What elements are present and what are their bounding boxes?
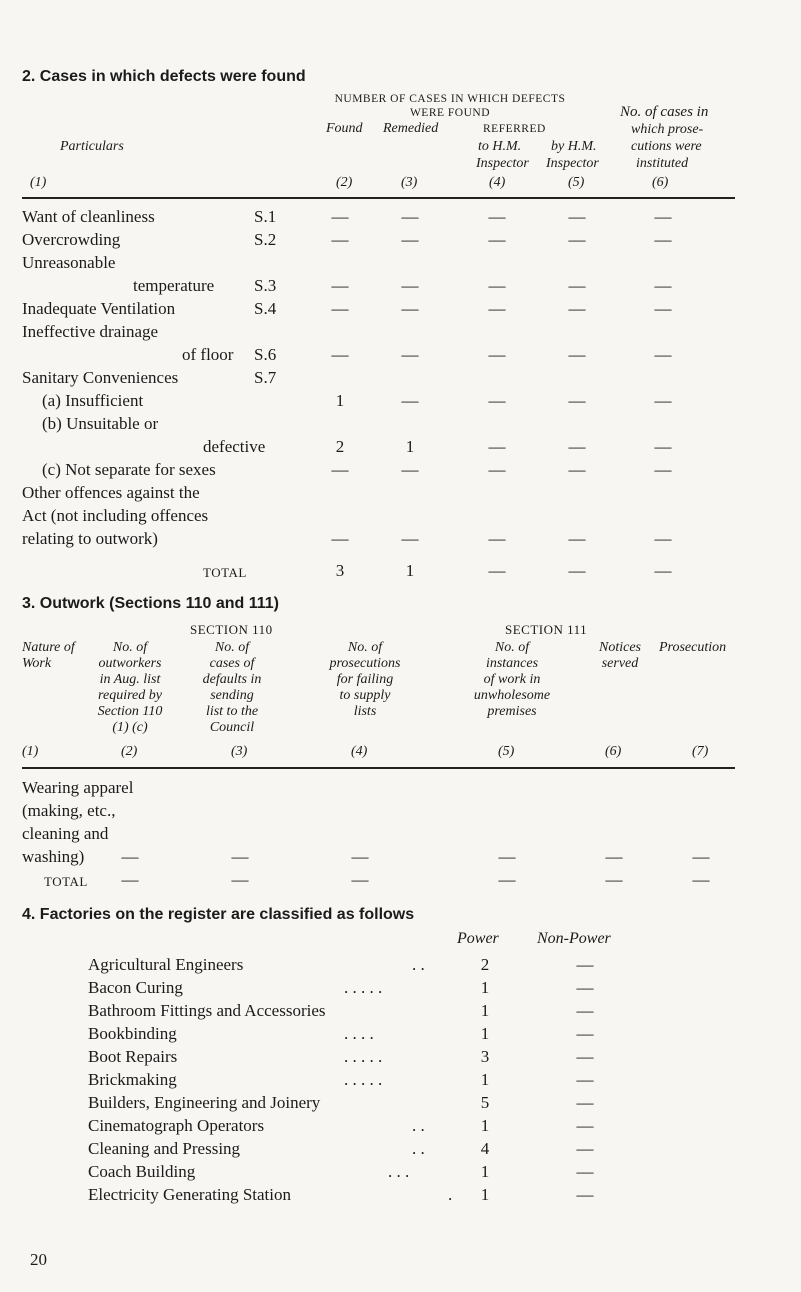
s3-total-cell: — (351, 870, 369, 889)
s2-cell-to-hm: — (488, 230, 506, 249)
s3-section110: SECTION 110 (190, 622, 273, 637)
s2-colnum-6: (6) (652, 175, 669, 190)
s4-row-power: 1 (480, 1162, 490, 1181)
s2-col-prosec-2: which prose- (631, 122, 704, 137)
s3-cell: — (498, 847, 516, 866)
s2-col-by-hm-1: by H.M. (551, 139, 597, 154)
s2-cell-by-hm: — (568, 529, 586, 548)
s2-row-label: Sanitary Conveniences (22, 368, 179, 387)
s4-row-name: Bacon Curing (88, 978, 183, 997)
s4-row-power: 1 (480, 1185, 490, 1204)
s4-col-nonpower: Non-Power (537, 930, 611, 947)
s2-row-label: Ineffective drainage (22, 322, 159, 341)
s2-cell-remedied: — (401, 391, 419, 410)
s3-col6-line: Notices (599, 640, 641, 655)
s2-header-group-line1: NUMBER OF CASES IN WHICH DEFECTS (334, 93, 566, 105)
s2-cell-found: 1 (335, 391, 345, 410)
s2-colnum-4: (4) (489, 175, 506, 190)
s2-cell-found: — (331, 230, 349, 249)
s4-row-power: 1 (480, 1001, 490, 1020)
s3-cell: — (231, 847, 249, 866)
s3-col1-line: Work (22, 656, 52, 671)
s3-total-cell: — (605, 870, 623, 889)
s4-row-nonpower: — (576, 1162, 594, 1181)
s4-row-power: 1 (480, 1116, 490, 1135)
s2-row-label-2: Act (not including offences (22, 506, 209, 525)
s3-col2-line: No. of (112, 640, 148, 655)
s3-col2-line: (1) (c) (112, 720, 148, 735)
s4-row-power: 1 (480, 1070, 490, 1089)
s2-col-by-hm-2: Inspector (546, 156, 599, 171)
s3-col3-line: cases of (209, 656, 255, 671)
s2-cell-by-hm: — (568, 460, 586, 479)
s2-row-label: Inadequate Ventilation (22, 299, 176, 318)
s4-row-power: 3 (480, 1047, 490, 1066)
s2-row-label-2: temperature (133, 276, 215, 295)
s4-row-power: 5 (480, 1093, 490, 1112)
s2-row-label: (a) Insufficient (42, 391, 144, 410)
s4-row-nonpower: — (576, 955, 594, 974)
s3-col3-line: No. of (214, 640, 250, 655)
s4-col-power: Power (457, 930, 499, 947)
s4-row-dots: . . . . . (344, 978, 383, 997)
s4-row-nonpower: — (576, 1093, 594, 1112)
s2-cell-to-hm: — (488, 529, 506, 548)
s3-col4-line: for failing (336, 672, 394, 687)
s4-row-nonpower: — (576, 1024, 594, 1043)
s2-cell-remedied: 1 (405, 437, 415, 456)
s2-cell-remedied: — (401, 276, 419, 295)
s3-total-cell: — (498, 870, 516, 889)
s4-row-dots: . (448, 1185, 453, 1204)
s2-cell-by-hm: — (568, 207, 586, 226)
s2-row-label-2: of floor (182, 345, 234, 364)
s4-row-power: 1 (480, 1024, 490, 1043)
s2-total-found: 3 (335, 561, 345, 580)
s2-cell-prosecutions: — (654, 391, 672, 410)
s4-row-nonpower: — (576, 1070, 594, 1089)
s2-cell-remedied: — (401, 460, 419, 479)
s2-total-label: TOTAL (203, 565, 247, 580)
s2-cell-prosecutions: — (654, 299, 672, 318)
s2-colnum-1: (1) (30, 175, 47, 190)
s2-row-label: Want of cleanliness (22, 207, 155, 226)
s2-cell-to-hm: — (488, 299, 506, 318)
section4-title: 4. Factories on the register are classified as follows (22, 906, 415, 923)
s2-cell-prosecutions: — (654, 529, 672, 548)
s3-col4-line: lists (353, 704, 377, 719)
s3-col5-line: premises (487, 704, 537, 719)
s2-colnum-3: (3) (401, 175, 418, 190)
s3-col5-line: instances (485, 656, 539, 671)
s4-row-name: Cinematograph Operators (88, 1116, 265, 1135)
s2-row-label-2: defective (203, 437, 266, 456)
s2-cell-remedied: — (401, 207, 419, 226)
s2-row-label: (b) Unsuitable or (42, 414, 159, 433)
s2-cell-prosecutions: — (654, 230, 672, 249)
s4-row-nonpower: — (576, 1139, 594, 1158)
s3-colnum-1: (1) (22, 744, 39, 759)
s2-row-code: S.1 (254, 207, 277, 226)
s4-row-power: 1 (480, 978, 490, 997)
s2-cell-by-hm: — (568, 230, 586, 249)
s2-col-found: Found (326, 121, 363, 136)
s3-col4-line: prosecutions (329, 656, 401, 671)
s3-col4-line: to supply (339, 688, 391, 703)
s2-cell-found: — (331, 276, 349, 295)
s2-cell-by-hm: — (568, 437, 586, 456)
s3-col1-line: Nature of (22, 640, 75, 655)
s3-col3-line: defaults in (202, 672, 262, 687)
s4-row-power: 2 (480, 955, 490, 974)
s3-col2-line: Section 110 (97, 704, 163, 719)
s3-col7-line: Prosecution (659, 640, 727, 655)
s2-cell-prosecutions: — (654, 437, 672, 456)
s3-total-cell: — (231, 870, 249, 889)
s3-col5-line: unwholesome (473, 688, 551, 703)
s2-cell-prosecutions: — (654, 207, 672, 226)
s2-cell-prosecutions: — (654, 460, 672, 479)
s2-cell-remedied: — (401, 345, 419, 364)
s2-header-group-line2: WERE FOUND (409, 107, 491, 119)
s2-header-rule (22, 197, 735, 199)
s2-col-to-hm-2: Inspector (476, 156, 529, 171)
s2-cell-to-hm: — (488, 207, 506, 226)
s4-row-nonpower: — (576, 978, 594, 997)
s3-section111: SECTION 111 (505, 622, 588, 637)
s4-row-name: Coach Building (88, 1162, 196, 1181)
s4-row-dots: . . (412, 955, 425, 974)
s2-row-label: Other offences against the (22, 483, 200, 502)
s3-col3-line: Council (209, 720, 255, 735)
s4-row-dots: . . (412, 1116, 425, 1135)
s2-row-label: Unreasonable (22, 253, 116, 272)
s2-row-code: S.4 (254, 299, 277, 318)
s2-cell-found: — (331, 460, 349, 479)
s4-row-nonpower: — (576, 1001, 594, 1020)
s2-cell-by-hm: — (568, 345, 586, 364)
s2-col-referred: REFERRED (483, 123, 546, 135)
s3-col3-line: sending (210, 688, 254, 703)
s2-col-prosec-1: No. of cases in (620, 104, 709, 120)
s4-row-nonpower: — (576, 1116, 594, 1135)
s2-cell-found: — (331, 529, 349, 548)
s4-row-nonpower: — (576, 1047, 594, 1066)
s2-row-label: (c) Not separate for sexes (42, 460, 216, 479)
s3-col5-line: of work in (483, 672, 541, 687)
s2-cell-found: — (331, 207, 349, 226)
s2-cell-to-hm: — (488, 437, 506, 456)
s3-row-label: (making, etc., (22, 801, 116, 820)
s2-cell-remedied: — (401, 299, 419, 318)
s3-cell: — (121, 847, 139, 866)
s3-col4-line: No. of (347, 640, 383, 655)
s2-total-prosecutions: — (654, 561, 672, 580)
s2-cell-by-hm: — (568, 276, 586, 295)
s2-cell-to-hm: — (488, 460, 506, 479)
section3-title: 3. Outwork (Sections 110 and 111) (22, 595, 279, 612)
s2-row-label-3: relating to outwork) (22, 529, 158, 548)
s2-total-by-hm: — (568, 561, 586, 580)
s2-row-code: S.7 (254, 368, 277, 387)
s3-cell: — (351, 847, 369, 866)
s4-row-name: Bookbinding (88, 1024, 177, 1043)
s3-col2-line: required by (98, 688, 162, 703)
s3-total-label: TOTAL (44, 874, 88, 889)
s4-row-dots: . . (412, 1139, 425, 1158)
s4-row-name: Boot Repairs (88, 1047, 178, 1066)
s3-total-cell: — (121, 870, 139, 889)
s3-col2-line: outworkers (98, 656, 162, 671)
s2-colnum-2: (2) (336, 175, 353, 190)
s3-colnum-7: (7) (692, 744, 709, 759)
s2-cell-by-hm: — (568, 391, 586, 410)
s2-cell-to-hm: — (488, 276, 506, 295)
s2-col-prosec-4: instituted (636, 156, 689, 171)
s2-cell-prosecutions: — (654, 345, 672, 364)
s2-total-remedied: 1 (405, 561, 415, 580)
s3-colnum-3: (3) (231, 744, 248, 759)
s2-col-to-hm-1: to H.M. (478, 139, 522, 154)
s3-col6-line: served (601, 656, 639, 671)
s2-cell-by-hm: — (568, 299, 586, 318)
s2-total-to-hm: — (488, 561, 506, 580)
s4-row-dots: . . . . . (344, 1047, 383, 1066)
page-number: 20 (30, 1250, 47, 1269)
s2-col-remedied: Remedied (383, 121, 439, 136)
s3-total-cell: — (692, 870, 710, 889)
s2-cell-found: — (331, 345, 349, 364)
s2-row-label: Overcrowding (22, 230, 121, 249)
s4-row-name: Builders, Engineering and Joinery (88, 1093, 321, 1112)
s2-row-code: S.3 (254, 276, 277, 295)
s2-cell-remedied: — (401, 230, 419, 249)
s4-row-dots: . . . (388, 1162, 410, 1181)
s3-header-rule (22, 767, 735, 769)
s4-row-nonpower: — (576, 1185, 594, 1204)
s2-cell-found: 2 (335, 437, 345, 456)
s2-cell-to-hm: — (488, 391, 506, 410)
s3-col5-line: No. of (494, 640, 530, 655)
s2-row-code: S.6 (254, 345, 277, 364)
s2-cell-to-hm: — (488, 345, 506, 364)
s3-colnum-5: (5) (498, 744, 515, 759)
s3-col2-line: in Aug. list (99, 672, 161, 687)
s3-col3-line: list to the (205, 704, 259, 719)
s3-cell: — (692, 847, 710, 866)
s2-cell-remedied: — (401, 529, 419, 548)
s4-row-name: Electricity Generating Station (88, 1185, 291, 1204)
s4-row-dots: . . . . (344, 1024, 374, 1043)
s3-colnum-6: (6) (605, 744, 622, 759)
s4-row-name: Bathroom Fittings and Accessories (88, 1001, 326, 1020)
s3-row-label: cleaning and (22, 824, 109, 843)
s3-colnum-2: (2) (121, 744, 138, 759)
s2-colnum-5: (5) (568, 175, 585, 190)
s4-row-name: Agricultural Engineers (88, 955, 244, 974)
s4-row-dots: . . . . . (344, 1070, 383, 1089)
s4-row-name: Brickmaking (88, 1070, 177, 1089)
s2-col-prosec-3: cutions were (631, 139, 702, 154)
s2-cell-prosecutions: — (654, 276, 672, 295)
s2-row-code: S.2 (254, 230, 277, 249)
s3-row-label: Wearing apparel (22, 778, 134, 797)
s3-colnum-4: (4) (351, 744, 368, 759)
s3-cell: — (605, 847, 623, 866)
s4-row-name: Cleaning and Pressing (88, 1139, 241, 1158)
s2-col-particulars: Particulars (60, 139, 124, 154)
s4-row-power: 4 (480, 1139, 490, 1158)
section2-title: 2. Cases in which defects were found (22, 68, 306, 85)
s3-row-label: washing) (22, 847, 85, 866)
s2-cell-found: — (331, 299, 349, 318)
